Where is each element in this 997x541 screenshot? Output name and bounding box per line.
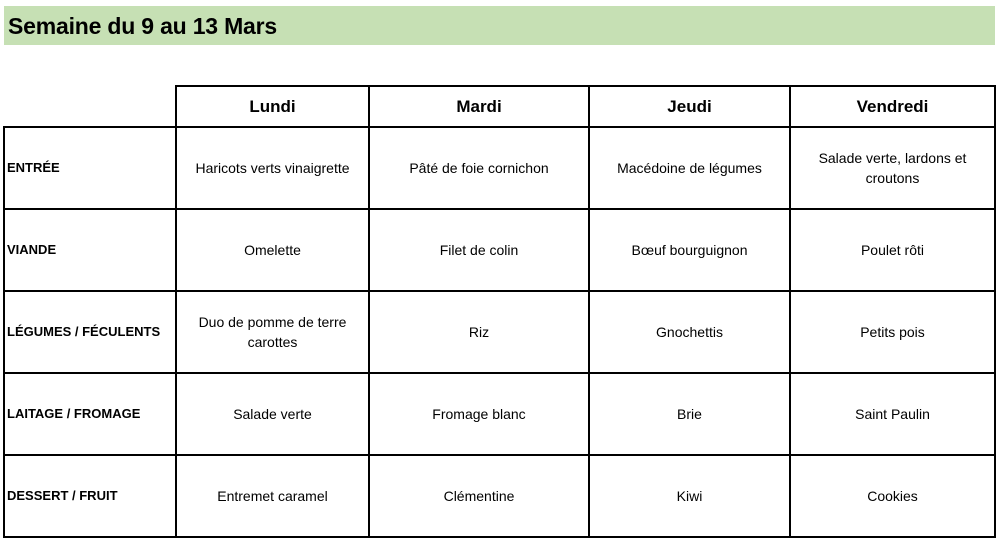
menu-cell: Haricots verts vinaigrette xyxy=(176,127,369,209)
table-row-legumes-feculents xyxy=(4,291,995,373)
menu-cell: Salade verte, lardons et croutons xyxy=(790,127,995,209)
row-label: VIANDE xyxy=(4,209,176,291)
day-header-mardi: Mardi xyxy=(369,86,589,127)
menu-cell: Omelette xyxy=(176,209,369,291)
menu-cell: Fromage blanc xyxy=(369,373,589,455)
day-header-vendredi: Vendredi xyxy=(790,86,995,127)
menu-cell: Entremet caramel xyxy=(176,455,369,537)
menu-cell: Clémentine xyxy=(369,455,589,537)
menu-cell: Gnochettis xyxy=(589,291,790,373)
weekly-menu-table xyxy=(3,85,996,538)
menu-cell: Brie xyxy=(589,373,790,455)
table-header-row xyxy=(4,86,995,127)
menu-cell: Duo de pomme de terre carottes xyxy=(176,291,369,373)
title-banner xyxy=(4,6,995,45)
table-row-entree xyxy=(4,127,995,209)
empty-corner-cell xyxy=(4,86,176,127)
row-label: LAITAGE / FROMAGE xyxy=(4,373,176,455)
menu-cell: Saint Paulin xyxy=(790,373,995,455)
menu-cell: Salade verte xyxy=(176,373,369,455)
menu-cell: Riz xyxy=(369,291,589,373)
menu-cell: Kiwi xyxy=(589,455,790,537)
row-label: ENTRÉE xyxy=(4,127,176,209)
menu-cell: Cookies xyxy=(790,455,995,537)
menu-cell: Pâté de foie cornichon xyxy=(369,127,589,209)
menu-cell: Poulet rôti xyxy=(790,209,995,291)
day-header-lundi: Lundi xyxy=(176,86,369,127)
table-row-viande xyxy=(4,209,995,291)
row-label: LÉGUMES / FÉCULENTS xyxy=(4,291,176,373)
table-row-dessert-fruit xyxy=(4,455,995,537)
menu-cell: Bœuf bourguignon xyxy=(589,209,790,291)
menu-cell: Macédoine de légumes xyxy=(589,127,790,209)
day-header-jeudi: Jeudi xyxy=(589,86,790,127)
menu-cell: Petits pois xyxy=(790,291,995,373)
menu-cell: Filet de colin xyxy=(369,209,589,291)
page-title: Semaine du 9 au 13 Mars xyxy=(8,13,277,39)
row-label: DESSERT / FRUIT xyxy=(4,455,176,537)
table-row-laitage-fromage xyxy=(4,373,995,455)
